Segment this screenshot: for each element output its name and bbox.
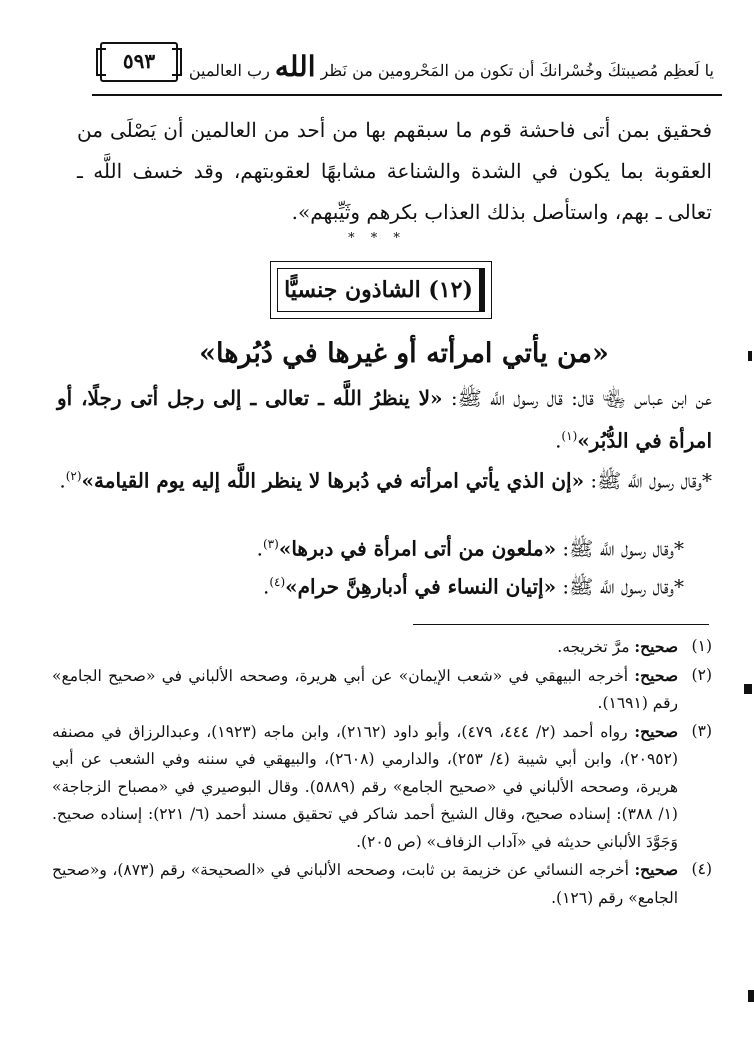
section-title: (١٢) الشاذون جنسيًّا (277, 268, 485, 312)
hadith-suffix: . (262, 574, 270, 599)
intro-paragraph: فحقيق بمن أتى فاحشة قوم ما سبقهم بها من أحد من العالمين أن يَصْلَى من العقوبة بما يكون في الشدة والشناعة مشابهًا لعقوبتهم، وقد خسف اللَّه ـ تعالى ـ بهم، واستأصل بذلك العذاب بكرهم وثَيِّبهم». (77, 118, 712, 224)
hadith-prefix: *وقال رسول اللَّه ﷺ: (556, 536, 684, 561)
section-title-box (270, 261, 492, 319)
hadith-prefix: *وقال رسول اللَّه ﷺ: (584, 468, 712, 493)
page-header (92, 36, 722, 96)
running-title-post: رب العالمين (188, 61, 270, 80)
hadith-text: «ملعون من أتى امرأة في دبرها» (278, 536, 557, 561)
footnote-text: مرَّ تخريجه. (557, 638, 635, 656)
footnote-number: (٣) (691, 721, 712, 740)
header-rule (92, 94, 722, 96)
footnote-text: رواه أحمد (٢/ ٤٤٤، ٤٧٩)، وأبو داود (٢١٦٢)، وابن ماجه (١٩٢٣)، وعبدالرزاق في مصنفه (٢٠٩٥٢)، وابن أبي شيبة (٤/ ٢٥٣)، والدارمي (٢٦٠٨)، والبيهقي في سننه وفي الشعب عن أبي هريرة، وصححه الألباني في «صحيح الجامع» رقم (٥٨٨٩). وقال البوصيري في «مصباح الزجاجة» (١/ ٣٨٨): إسناده صحيح، وقال الشيخ أحمد شاكر في تحقيق مسند أحمد (٦/ ٢٢١): إسناده صحيح. وَجَوَّدَ الألباني حديثه في «آداب الزفاف» (ص ٢٠٥). (52, 722, 678, 851)
hadith-suffix: . (555, 428, 562, 453)
footnote-text: أخرجه البيهقي في «شعب الإيمان» عن أبي هريرة، وصححه الألباني في «صحيح الجامع» رقم (١٦٩١). (52, 666, 678, 712)
footnote-ref: (٤) (269, 575, 286, 589)
footnote-grade: صحيح: (634, 860, 679, 879)
footnote-grade: صحيح: (634, 721, 678, 741)
footnote-rule (413, 624, 709, 625)
page-number: ٥٩٣ (100, 42, 178, 82)
scan-mark (744, 684, 752, 694)
scan-mark (748, 351, 752, 361)
footnote-grade: صحيح: (634, 637, 678, 656)
footnote-number: (٤) (691, 860, 712, 878)
running-title-pre: يا لَعظِم مُصيبتكَ وخُسْرانكَ أن تكون من المَحْرومين من نَظر (320, 61, 714, 80)
footnote-grade: صحيح: (634, 665, 678, 685)
footnote-4 (52, 856, 712, 912)
section-heading: «من يأتي امرأته أو غيرها في دُبُرها» (199, 338, 609, 369)
hadith-prefix: *وقال رسول اللَّه ﷺ: (556, 574, 684, 599)
hadith-3 (64, 525, 684, 568)
hadith-text: «إتيان النساء في أدبارهِنَّ حرام» (285, 574, 557, 599)
footnote-number: (١) (691, 637, 712, 655)
footnote-ref: (٢) (65, 469, 82, 483)
footnote-1 (52, 633, 712, 662)
running-title-allah: الله (274, 50, 316, 83)
running-title (189, 50, 714, 83)
footnote-text: أخرجه النسائي عن خزيمة بن ثابت، وصححه الألباني في «الصحيحة» رقم (٨٧٣)، و«صحيح الجامع» رقم (١٢٦). (52, 861, 678, 907)
footnote-ref: (٣) (262, 537, 279, 551)
footnote-2 (52, 662, 712, 718)
hadith-text: «إن الذي يأتي امرأته في دُبرها لا ينظر اللَّه إليه يوم القيامة» (81, 468, 585, 493)
hadith-text: «لا ينظرُ اللَّه ـ تعالى ـ إلى رجل أتى رجلًا، أو امرأة في الدُّبُر» (57, 386, 712, 453)
hadith-4 (64, 563, 684, 606)
hadith-1 (57, 379, 712, 460)
separator-stars: * * * (348, 231, 406, 246)
footnote-3 (52, 718, 712, 857)
footnotes (52, 633, 712, 912)
hadith-2 (57, 457, 712, 500)
hadith-suffix: . (59, 468, 66, 493)
hadith-suffix: . (256, 536, 263, 561)
footnote-ref: (١) (561, 429, 578, 443)
scan-mark (748, 990, 754, 1002)
footnote-number: (٢) (691, 665, 712, 684)
hadith-prefix: عن ابن عباس ﵄ قال: قال رسول اللَّه ﷺ: (442, 386, 712, 410)
